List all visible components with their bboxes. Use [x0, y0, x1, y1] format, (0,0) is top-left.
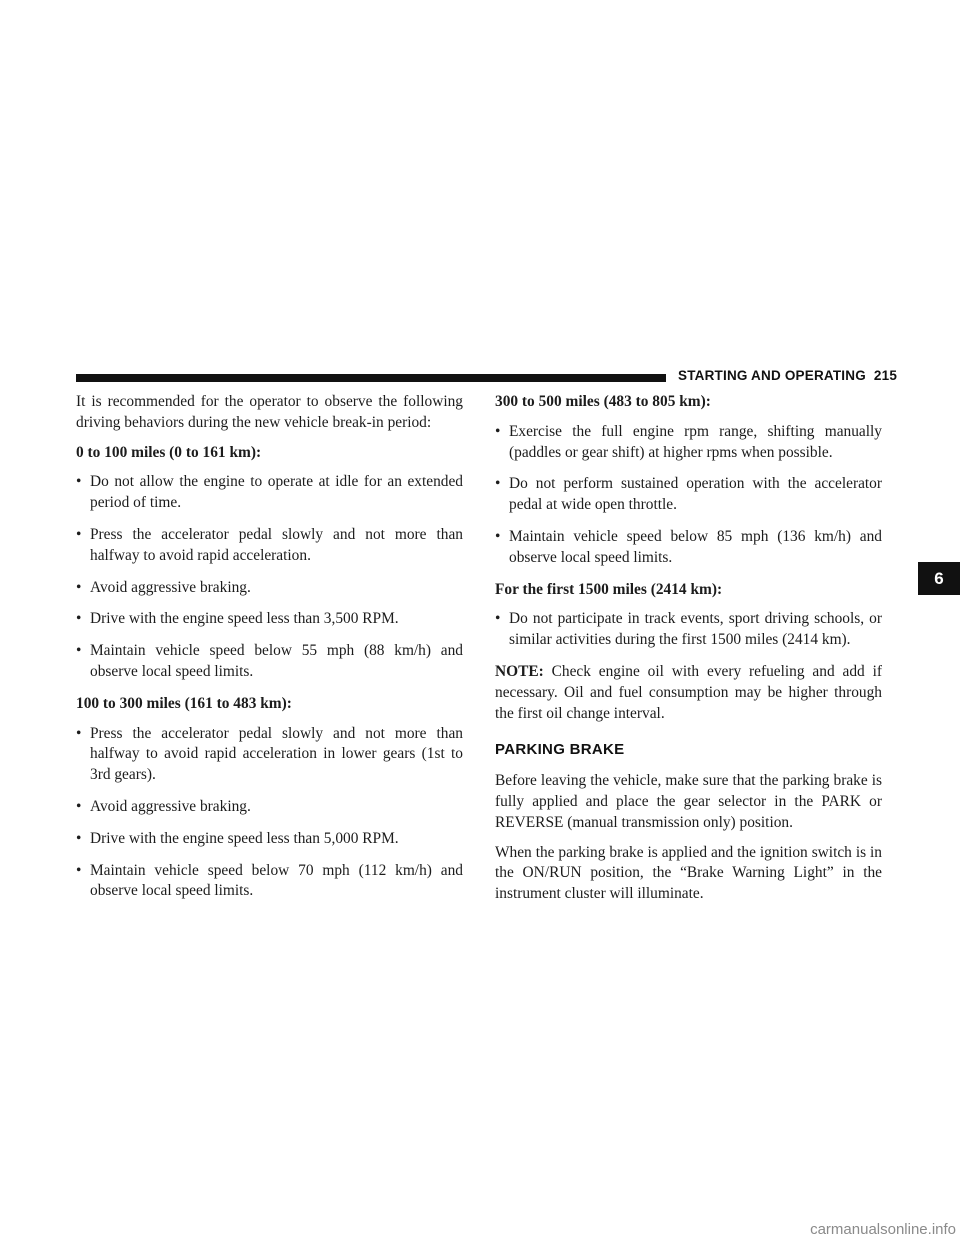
bullet-icon: •: [76, 578, 82, 596]
parking-brake-paragraph: When the parking brake is applied and the ignition switch is in the ON/RUN position, the “Brake Warning Light” in the instrument cluster will illuminate.: [495, 843, 882, 903]
bullet-icon: •: [495, 422, 501, 440]
list-item: • Maintain vehicle speed below 70 mph (112 km/h) and observe local speed limits.: [76, 861, 463, 900]
break-in-heading-first-1500: For the first 1500 miles (2414 km):: [495, 580, 723, 598]
note-paragraph: [495, 662, 882, 724]
list-item: • Do not allow the engine to operate at idle for an extended period of time.: [76, 473, 463, 512]
bullet-icon: •: [76, 610, 82, 628]
bullet-icon: •: [76, 861, 82, 879]
bullet-icon: •: [76, 797, 82, 815]
bullet-icon: •: [76, 724, 82, 742]
section-heading-parking-brake: PARKING BRAKE: [495, 741, 625, 759]
list-item: • Avoid aggressive braking.: [76, 578, 463, 599]
break-in-heading-300-500: 300 to 500 miles (483 to 805 km):: [495, 393, 711, 410]
page-number: 215: [873, 368, 898, 383]
break-in-heading-100-300: 100 to 300 miles (161 to 483 km):: [76, 694, 292, 712]
list-item: • Press the accelerator pedal slowly and not more than halfway to avoid rapid acceleration.: [76, 525, 463, 564]
bullet-list-300-500: [495, 422, 882, 569]
bullet-icon: •: [76, 473, 82, 491]
break-in-heading-0-100: 0 to 100 miles (0 to 161 km):: [76, 443, 262, 461]
bullet-list-first-1500: [495, 609, 882, 651]
list-item: • Drive with the engine speed less than 5,000 RPM.: [76, 829, 463, 850]
list-item: • Do not perform sustained operation with the accelerator pedal at wide open throttle.: [495, 475, 882, 514]
bullet-icon: •: [495, 475, 501, 493]
section-title: STARTING AND OPERATING: [678, 368, 866, 383]
note-text: Check engine oil with every refueling and add if necessary. Oil and fuel consumption may be higher through the first oil change interval.: [495, 662, 882, 722]
bullet-icon: •: [76, 829, 82, 847]
bullet-icon: •: [76, 642, 82, 660]
list-item: • Do not participate in track events, sport driving schools, or similar activities during the first 1500 miles (2414 km).: [495, 610, 882, 649]
list-item: • Drive with the engine speed less than 3,500 RPM.: [76, 609, 463, 630]
list-item: • Maintain vehicle speed below 55 mph (88 km/h) and observe local speed limits.: [76, 642, 463, 680]
chapter-tab[interactable]: 6: [918, 562, 960, 595]
bullet-list-0-100: [76, 472, 463, 682]
header-rule: [76, 374, 666, 382]
left-column: [76, 392, 463, 913]
right-column: [495, 392, 882, 914]
bullet-icon: •: [495, 527, 501, 545]
list-item: • Press the accelerator pedal slowly and not more than halfway to avoid rapid acceleration in lower gears (1st to 3rd gears).: [76, 724, 463, 784]
note-label: NOTE:: [495, 662, 544, 680]
intro-paragraph: It is recommended for the operator to observe the following driving behaviors during the new vehicle break-in period:: [76, 393, 463, 431]
list-item: • Avoid aggressive braking.: [76, 797, 463, 818]
watermark-text: carmanualsonline.info: [810, 1221, 956, 1238]
list-item: • Exercise the full engine rpm range, shifting manually (paddles or gear shift) at higher rpms when possible.: [495, 422, 882, 461]
bullet-icon: •: [495, 610, 501, 628]
parking-brake-paragraph: Before leaving the vehicle, make sure that the parking brake is fully applied and place the gear selector in the PARK or REVERSE (manual transmission only) position.: [495, 772, 882, 831]
list-item: • Maintain vehicle speed below 85 mph (136 km/h) and observe local speed limits.: [495, 527, 882, 566]
bullet-list-100-300: [76, 724, 463, 903]
running-header: [678, 368, 897, 383]
bullet-icon: •: [76, 525, 82, 543]
